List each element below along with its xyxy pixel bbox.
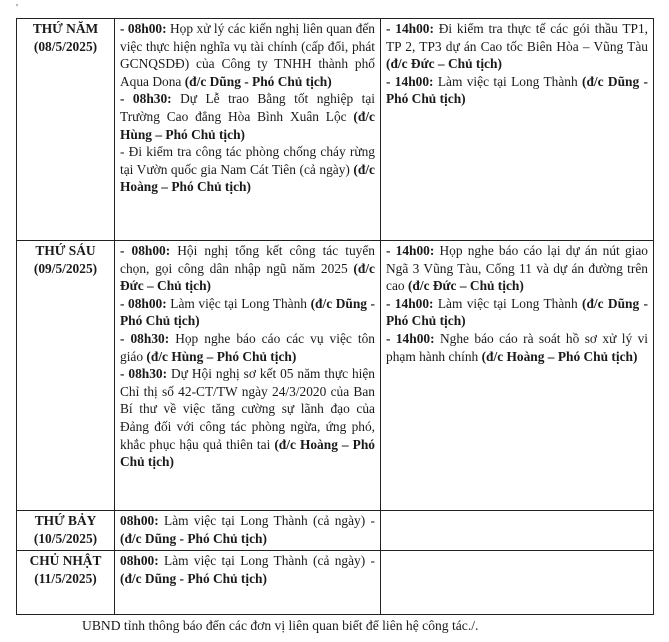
item-text: Dự Lễ trao Bằng tốt nghiệp tại Trường Cao đẳng Hòa Bình Xuân Lộc [120, 91, 379, 124]
day-cell [17, 241, 115, 511]
item-text: Làm việc tại Long Thành [433, 73, 583, 89]
schedule-row [17, 19, 654, 241]
schedule-row [17, 241, 654, 511]
item-text: Họp xử lý các kiến nghị liên quan đến việc thực hiện nghĩa vụ tài chính (cấp đổi, phát GCNQSDĐ) của Công ty TNHH thành phố Aqua Dona [120, 21, 379, 89]
item-time: - 08h00: [120, 243, 171, 258]
schedule-row [17, 551, 654, 615]
item-text: Đi kiểm tra thực tế các gói thầu TP1, TP 2, TP3 dự án Cao tốc Biên Hòa – Vũng Tàu [386, 21, 652, 54]
day-date: (08/5/2025) [33, 38, 98, 54]
item-time: - 14h00: [386, 73, 434, 89]
item-person: (đ/c Dũng - Phó Chủ tịch) [386, 295, 648, 329]
item-text: Làm việc tại Long Thành (cả ngày) - [158, 513, 379, 528]
item-time: - 14h00: [386, 243, 435, 258]
item-text: Dự Hội nghị sơ kết 05 năm thực hiện Chỉ thị số 42-CT/TW ngày 24/3/2020 của Ban Bí thư về việc tăng cường sự lãnh đạo của Đảng đối với công tác phòng ngừa, ứng phó, khắc phục hậu quả thiên tai [120, 366, 379, 452]
item-time: - 08h30: [120, 91, 172, 107]
morning-cell [115, 511, 381, 551]
item-text: Họp nghe báo cáo lại dự án nút giao Ngã 3 Vũng Tàu, Cổng 11 và dự án đường trên cao [386, 243, 652, 294]
item-time: - 14h00: [386, 295, 434, 311]
afternoon-cell [381, 241, 654, 511]
schedule-item [120, 20, 379, 90]
schedule-table [16, 18, 654, 615]
day-name: THỨ SÁU [35, 243, 96, 258]
day-name: THỨ BẢY [34, 513, 97, 528]
afternoon-cell [381, 551, 654, 615]
item-time: - 08h00: [120, 295, 167, 311]
item-person: (đ/c Hoàng – Phó Chủ tịch) [481, 348, 638, 364]
schedule-item [120, 90, 379, 143]
item-text: Hội nghị tổng kết công tác tuyển chọn, gọi công dân nhập ngũ năm 2025 [120, 243, 379, 276]
item-time: - 08h30: [120, 330, 170, 346]
item-text: - Đi kiểm tra công tác phòng chống cháy rừng tại Vườn quốc gia Nam Cát Tiên (cả ngày) [120, 144, 379, 177]
item-person: (đ/c Đức – Chủ tịch) [120, 260, 375, 294]
item-text: Họp nghe báo cáo các vụ việc tôn giáo [120, 330, 379, 364]
item-person: (đ/c Dũng - Phó Chủ tịch) [386, 73, 648, 107]
item-time: - 14h00: [386, 21, 434, 36]
afternoon-cell [381, 19, 654, 241]
item-time: - 14h00: [386, 330, 435, 346]
item-person: (đ/c Hùng – Phó Chủ tịch) [146, 348, 297, 364]
schedule-item [120, 552, 379, 587]
item-time: 08h00: [120, 513, 159, 528]
item-time: - 08h00: [120, 21, 167, 36]
day-name: THỨ NĂM [32, 21, 99, 36]
item-time: 08h00: [120, 553, 159, 568]
item-text: Làm việc tại Long Thành (cả ngày) - [158, 553, 379, 568]
item-person: (đ/c Dũng - Phó Chủ tịch) [184, 73, 332, 89]
schedule-item [120, 295, 375, 330]
schedule-item [386, 295, 648, 330]
day-name: CHỦ NHẬT [29, 553, 102, 568]
day-cell [17, 19, 115, 241]
item-person: (đ/c Dũng - Phó Chủ tịch) [120, 295, 375, 329]
day-cell [17, 551, 115, 615]
morning-cell [115, 241, 381, 511]
item-person: (đ/c Đức – Chủ tịch) [407, 278, 524, 294]
day-date: (11/5/2025) [34, 570, 97, 586]
day-date: (09/5/2025) [33, 260, 98, 276]
morning-cell [115, 19, 381, 241]
schedule-item [120, 242, 379, 295]
schedule-item [120, 365, 379, 471]
item-person: (đ/c Dũng - Phó Chủ tịch) [120, 570, 267, 586]
day-cell [17, 511, 115, 551]
schedule-item [120, 143, 379, 196]
schedule-row [17, 511, 654, 551]
schedule-item [386, 20, 652, 73]
item-person: (đ/c Đức – Chủ tịch) [386, 56, 502, 72]
day-date: (10/5/2025) [33, 530, 98, 546]
schedule-item [120, 330, 379, 365]
afternoon-cell [381, 511, 654, 551]
item-time: - 08h30: [120, 366, 168, 382]
item-person: (đ/c Hoàng – Phó Chủ tịch) [120, 436, 375, 470]
schedule-item [386, 330, 652, 365]
item-person: (đ/c Hùng – Phó Chủ tịch) [120, 108, 375, 142]
scan-mark: ' [16, 2, 18, 14]
item-person: (đ/c Hoàng – Phó Chủ tịch) [120, 161, 375, 195]
footer-note: UBND tỉnh thông báo đến các đơn vị liên quan biết để liên hệ công tác./. [82, 618, 479, 633]
item-text: Làm việc tại Long Thành [433, 295, 583, 311]
schedule-item [386, 73, 648, 108]
item-text: Nghe báo cáo rà soát hồ sơ xử lý vi phạm hành chính [386, 330, 652, 364]
schedule-item [120, 512, 379, 547]
morning-cell [115, 551, 381, 615]
item-person: (đ/c Dũng - Phó Chủ tịch) [120, 530, 267, 546]
item-text: Làm việc tại Long Thành [166, 295, 311, 311]
schedule-item [386, 242, 652, 295]
